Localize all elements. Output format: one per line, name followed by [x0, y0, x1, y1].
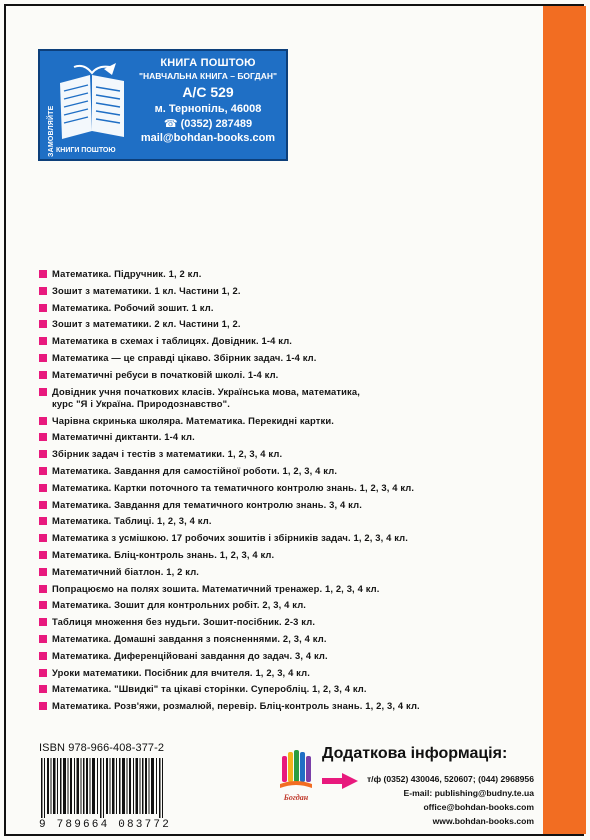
- contact-phone: т/ф (0352) 430046, 520607; (044) 2968956: [366, 774, 534, 784]
- orange-side-band: [543, 6, 586, 834]
- list-item: Математика. Завдання для тематичного контролю знань. 3, 4 кл.: [39, 499, 539, 511]
- bullet-square: [39, 685, 47, 693]
- bullet-square: [39, 354, 47, 362]
- bullet-square: [39, 669, 47, 677]
- bullet-square: [39, 601, 47, 609]
- mail-order-box: [38, 49, 288, 161]
- list-item: Математика. Домашні завдання з поясненнями. 2, 3, 4 кл.: [39, 633, 539, 645]
- list-item: Математичні ребуси в початковій школі. 1-4 кл.: [39, 369, 539, 381]
- list-item: Математика. Розв'яжи, розмалюй, перевір. Бліц-контроль знань. 1, 2, 3, 4 кл.: [39, 700, 539, 712]
- isbn: ISBN 978-966-408-377-2: [39, 742, 165, 754]
- bullet-square: [39, 585, 47, 593]
- bullet-square: [39, 551, 47, 559]
- list-item: Чарівна скринька школяра. Математика. Перекидні картки.: [39, 415, 539, 427]
- phone-number: ☎ (0352) 287489: [163, 118, 253, 130]
- bullet-square: [39, 433, 47, 441]
- barcode-number: 9 789664 083772: [39, 819, 172, 831]
- logo-text: Богдан: [283, 793, 309, 802]
- bullet-square: [39, 417, 47, 425]
- bullet-square: [39, 320, 47, 328]
- bullet-square: [39, 287, 47, 295]
- list-item: Попрацюємо на полях зошита. Математичний тренажер. 1, 2, 3, 4 кл.: [39, 583, 539, 595]
- list-item: Уроки математики. Посібник для вчителя. 1, 2, 3, 4 кл.: [39, 667, 539, 679]
- list-item: Зошит з математики. 1 кл. Частини 1, 2.: [39, 285, 539, 297]
- po-box: А/С 529: [182, 84, 234, 100]
- additional-info-title: Додаткова інформація:: [322, 745, 508, 762]
- bullet-square: [39, 450, 47, 458]
- bullet-square: [39, 702, 47, 710]
- pointing-hand-icon: [320, 770, 360, 792]
- mail-order-info: [132, 57, 284, 144]
- contact-office-email: office@bohdan-books.com: [423, 802, 534, 812]
- publisher-name: "НАВЧАЛЬНА КНИГА – БОГДАН": [138, 71, 278, 81]
- contact-email: E-mail: publishing@budny.te.ua: [403, 788, 534, 798]
- publisher-logo: [276, 748, 316, 810]
- list-item: Математика. Робочий зошит. 1 кл.: [39, 302, 539, 314]
- mail-email: mail@bohdan-books.com: [140, 132, 276, 144]
- page-frame: [4, 4, 584, 836]
- bullet-square: [39, 371, 47, 379]
- bullet-square: [39, 534, 47, 542]
- bullet-square: [39, 484, 47, 492]
- list-item: Математика — це справді цікаво. Збірник задач. 1-4 кл.: [39, 352, 539, 364]
- side-label-bottom: КНИГИ ПОШТОЮ: [56, 147, 116, 154]
- list-item: Математичний біатлон. 1, 2 кл.: [39, 566, 539, 578]
- open-book-illustration: [54, 61, 132, 147]
- list-item: Математичні диктанти. 1-4 кл.: [39, 431, 539, 443]
- bullet-square: [39, 467, 47, 475]
- list-item: Математика. Бліц-контроль знань. 1, 2, 3, 4 кл.: [39, 549, 539, 561]
- list-item-continuation: курс "Я і Україна. Природознавство".: [52, 397, 230, 409]
- list-item: Математика. Таблиці. 1, 2, 3, 4 кл.: [39, 515, 539, 527]
- contact-website: www.bohdan-books.com: [432, 816, 534, 826]
- list-item: Зошит з математики. 2 кл. Частини 1, 2.: [39, 318, 539, 330]
- bullet-square: [39, 304, 47, 312]
- mail-order-title: КНИГА ПОШТОЮ: [160, 57, 256, 69]
- side-label: ЗАМОВЛЯЙТЕ: [48, 105, 55, 157]
- list-item: Математика з усмішкою. 17 робочих зошитів і збірників задач. 1, 2, 3, 4 кл.: [39, 532, 539, 544]
- book-list: [39, 268, 539, 717]
- bullet-square: [39, 501, 47, 509]
- bullet-square: [39, 517, 47, 525]
- list-item: Математика. Зошит для контрольних робіт. 2, 3, 4 кл.: [39, 599, 539, 611]
- list-item: Довідник учня початкових класів. Українська мова, математика,: [39, 386, 539, 398]
- list-item: Таблиця множення без нудьги. Зошит-посібник. 2-3 кл.: [39, 616, 539, 628]
- list-item: Збірник задач і тестів з математики. 1, 2, 3, 4 кл.: [39, 448, 539, 460]
- bullet-square: [39, 388, 47, 396]
- bullet-square: [39, 568, 47, 576]
- contact-details: [364, 772, 534, 828]
- bullet-square: [39, 618, 47, 626]
- bullet-square: [39, 652, 47, 660]
- barcode: [39, 758, 165, 818]
- list-item: Математика. Картки поточного та тематичного контролю знань. 1, 2, 3, 4 кл.: [39, 482, 539, 494]
- list-item: Математика в схемах і таблицях. Довідник. 1-4 кл.: [39, 335, 539, 347]
- list-item: Математика. "Швидкі" та цікаві сторінки. Суперобліц. 1, 2, 3, 4 кл.: [39, 683, 539, 695]
- list-item: Математика. Диференційовані завдання до задач. 3, 4 кл.: [39, 650, 539, 662]
- list-item: Математика. Підручник. 1, 2 кл.: [39, 268, 539, 280]
- bullet-square: [39, 337, 47, 345]
- list-item: Математика. Завдання для самостійної роботи. 1, 2, 3, 4 кл.: [39, 465, 539, 477]
- bullet-square: [39, 270, 47, 278]
- bullet-square: [39, 635, 47, 643]
- city-address: м. Тернопіль, 46008: [154, 103, 262, 115]
